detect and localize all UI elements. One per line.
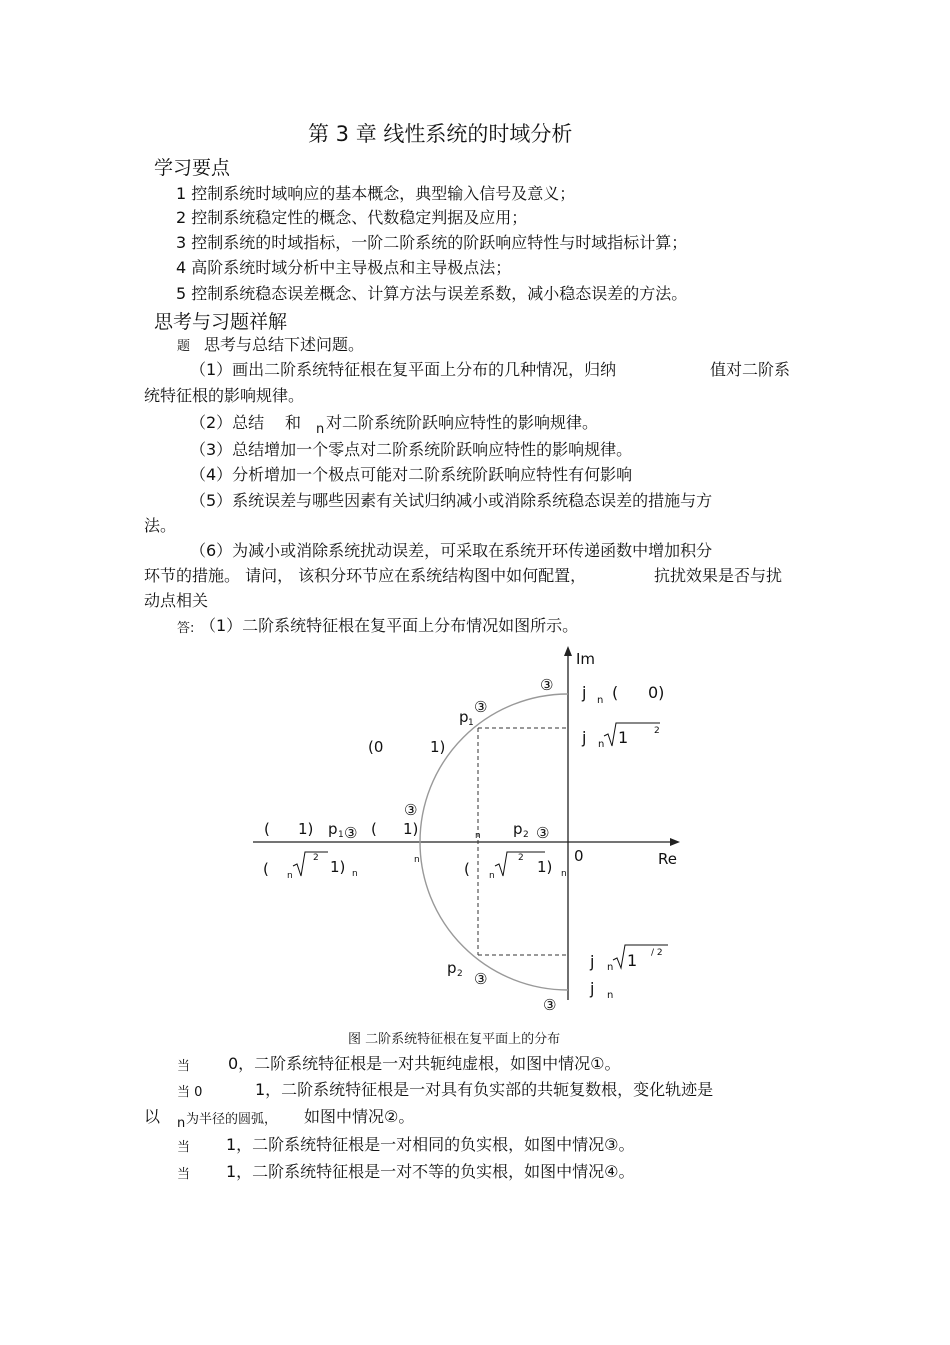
- question-5-part-b: 法。: [144, 516, 177, 535]
- when-4-text: 1，二阶系统特征根是一对不等的负实根，如图中情况④。: [226, 1162, 635, 1181]
- case-marker-p1-left: ③: [344, 824, 358, 842]
- pole-p1-left-label: p: [328, 820, 338, 838]
- pole-p1-left-sub: 1: [338, 830, 344, 840]
- case-marker-top: ③: [540, 676, 554, 694]
- figure-caption: 图 二阶系统特征根在复平面上的分布: [348, 1032, 561, 1047]
- root-left-n: n: [287, 871, 293, 881]
- question-1-part-c: 统特征根的影响规律。: [144, 386, 305, 405]
- re-axis-label: Re: [658, 850, 677, 868]
- label-j-upper: j: [582, 728, 587, 747]
- question-3: （3）总结增加一个零点对二阶系统阶跃响应特性的影响规律。: [190, 440, 633, 459]
- pole-p2-sub: 2: [457, 969, 463, 979]
- case-marker-p2: ③: [474, 970, 488, 988]
- label-open-top: (: [612, 683, 619, 702]
- key-point-3: 3 控制系统的时域指标，一阶二阶系统的阶跃响应特性与时域指标计算；: [176, 233, 688, 252]
- label-n-lower: n: [607, 962, 614, 973]
- question-6-part-b: 环节的措施。 请问， 该积分环节应在系统结构图中如何配置，: [144, 566, 587, 585]
- pole-p2-axis-sub: 2: [523, 830, 529, 840]
- case-marker-p2-axis: ③: [536, 824, 550, 842]
- question-2-part-b: 和: [285, 413, 302, 432]
- origin-label: 0: [574, 847, 584, 865]
- label-n-upper: n: [598, 739, 605, 750]
- sqrt-left: [293, 852, 328, 876]
- question-2-subscript: n: [316, 422, 325, 437]
- imaginary-axis-arrow: [564, 646, 572, 656]
- root-left-close: 1): [330, 858, 346, 876]
- when-3-text: 1，二阶系统特征根是一对相同的负实根，如图中情况③。: [226, 1135, 635, 1154]
- real-axis-arrow: [670, 838, 680, 846]
- answer-label: 答:: [177, 621, 195, 636]
- pole-p1-sub: 1: [468, 718, 474, 728]
- root-mid-open: (: [464, 860, 470, 878]
- when-2-cont-case: 如图中情况②。: [304, 1107, 415, 1126]
- label-j-top: j: [582, 683, 587, 702]
- label-two-upper: 2: [654, 726, 660, 736]
- root-left-n2: n: [352, 869, 358, 879]
- question-2-part-a: （2）总结: [190, 413, 265, 432]
- pole-p2-label: p: [447, 959, 457, 977]
- pole-p1-label: p: [459, 708, 469, 726]
- question-title: 思考与总结下述问题。: [204, 335, 365, 354]
- when-2-text: 1，二阶系统特征根是一对具有负实部的共轭复数根，变化轨迹是: [255, 1080, 714, 1099]
- question-4: （4）分析增加一个极点可能对二阶系统阶跃响应特性有何影响: [190, 465, 633, 484]
- when-1-label: 当: [177, 1059, 191, 1074]
- label-j-lower: j: [590, 952, 595, 971]
- answer-1-intro: （1）二阶系统特征根在复平面上分布情况如图所示。: [200, 616, 579, 635]
- label-n-axis: n: [475, 831, 481, 841]
- key-point-5: 5 控制系统稳态误差概念、计算方法与误差系数，减小稳态误差的方法。: [176, 284, 688, 303]
- label-one-upper: 1: [618, 728, 629, 747]
- question-6-part-a: （6）为减小或消除系统扰动误差，可采取在系统开环传递函数中增加积分: [190, 541, 713, 560]
- sqrt-upper: [604, 723, 660, 746]
- question-1-part-b: 值对二阶系: [710, 360, 791, 379]
- root-mid-close: 1): [537, 858, 553, 876]
- page-title: 第 3 章 线性系统的时域分析: [308, 122, 573, 146]
- case-gt1-close: 1): [298, 820, 314, 838]
- question-6-part-d: 动点相关: [144, 591, 209, 610]
- case-marker-mid: ③: [404, 801, 418, 819]
- section-heading-key-points: 学习要点: [154, 157, 231, 179]
- when-4-label: 当: [177, 1167, 191, 1182]
- question-2-part-d: 对二阶系统阶跃响应特性的影响规律。: [326, 413, 599, 432]
- question-1-part-a: （1）画出二阶系统特征根在复平面上分布的几种情况，归纳: [190, 360, 617, 379]
- question-6-part-c: 抗扰效果是否与扰: [654, 566, 783, 585]
- root-left-two: 2: [313, 853, 319, 863]
- when-2-cont-a: 以: [144, 1107, 161, 1126]
- when-2-label: 当 0: [177, 1085, 203, 1100]
- section-heading-exercises: 思考与习题祥解: [154, 311, 288, 333]
- root-mid-n: n: [489, 871, 495, 881]
- when-2-subscript: n: [177, 1116, 186, 1131]
- key-point-1: 1 控制系统时域响应的基本概念，典型输入信号及意义；: [176, 184, 576, 203]
- label-zero-top: 0): [648, 683, 665, 702]
- case-eq1-close: 1): [403, 820, 419, 838]
- question-5-part-a: （5）系统误差与哪些因素有关试归纳减小或消除系统稳态误差的措施与方: [190, 491, 713, 510]
- case-marker-bottom: ③: [543, 996, 557, 1014]
- label-one-lower: 1: [627, 951, 638, 970]
- case-gt1-open: (: [264, 820, 270, 838]
- root-left-open: (: [263, 860, 269, 878]
- root-mid-two: 2: [518, 853, 524, 863]
- label-n-arc: n: [414, 855, 420, 865]
- when-2-cont-radius: 为半径的圆弧，: [186, 1112, 278, 1127]
- label-j-bottom: j: [590, 979, 595, 998]
- case-0-1-close: 1): [430, 738, 446, 756]
- label-slash2-lower: / 2: [651, 948, 663, 958]
- case-marker-p1: ③: [474, 698, 488, 716]
- when-3-label: 当: [177, 1140, 191, 1155]
- key-point-4: 4 高阶系统时域分析中主导极点和主导极点法；: [176, 258, 512, 277]
- case-0-1-open: (0: [368, 738, 384, 756]
- label-n-top: n: [597, 695, 604, 706]
- when-1-text: 0，二阶系统特征根是一对共轭纯虚根，如图中情况①。: [228, 1054, 621, 1073]
- case-eq1-open: (: [371, 820, 377, 838]
- label-n-bottom: n: [607, 990, 614, 1001]
- pole-p2-axis-label: p: [513, 820, 523, 838]
- im-axis-label: Im: [576, 650, 596, 668]
- root-mid-n2: n: [561, 869, 567, 879]
- key-point-2: 2 控制系统稳定性的概念、代数稳定判据及应用；: [176, 208, 528, 227]
- question-label: 题: [177, 339, 191, 354]
